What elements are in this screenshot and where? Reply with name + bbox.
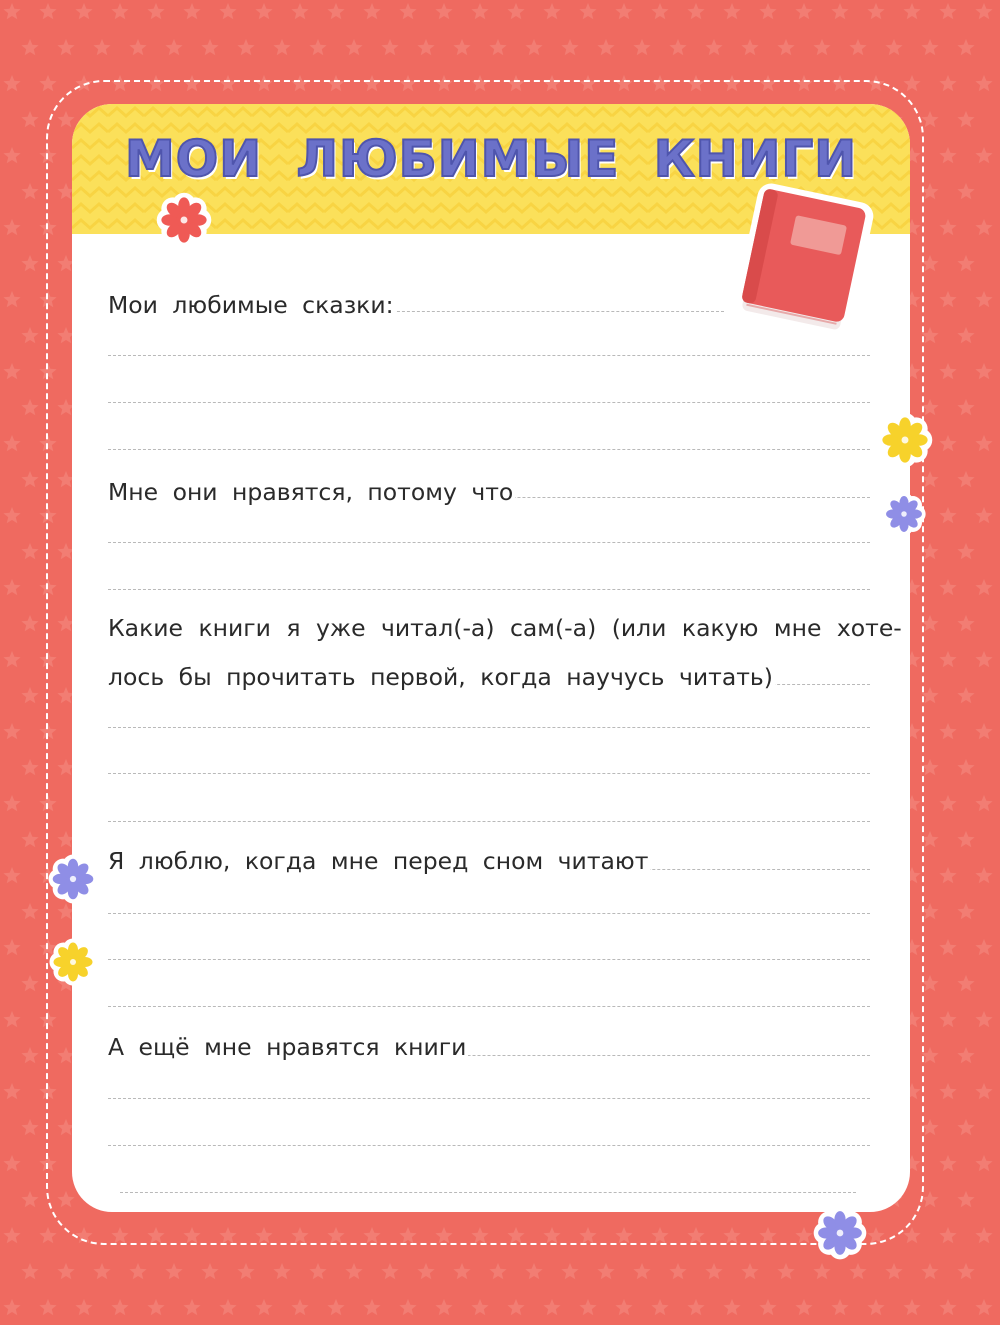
star-pattern-mark: [543, 1299, 560, 1315]
star-pattern-mark: [831, 1299, 848, 1315]
answer-line[interactable]: [108, 589, 870, 590]
star-pattern-mark: [237, 39, 254, 55]
star-pattern-mark: [885, 1263, 902, 1279]
page-title: МОИ ЛЮБИМЫЕ КНИГИ: [124, 130, 858, 188]
star-pattern-mark: [3, 939, 20, 955]
prompt-favorite-fairy-tales: Мои любимые сказки:: [108, 291, 394, 319]
star-pattern-mark: [723, 1299, 740, 1315]
star-pattern-mark: [129, 1263, 146, 1279]
star-pattern-mark: [273, 1263, 290, 1279]
prompt-bedtime-reading: Я люблю, когда мне перед сном читают: [108, 847, 649, 875]
star-pattern-mark: [3, 147, 20, 163]
star-pattern-mark: [3, 1083, 20, 1099]
star-pattern-mark: [957, 471, 974, 487]
star-pattern-mark: [975, 939, 992, 955]
star-pattern-mark: [255, 1299, 272, 1315]
star-pattern-mark: [417, 39, 434, 55]
star-pattern-mark: [939, 1155, 956, 1171]
star-pattern-mark: [21, 759, 38, 775]
star-pattern-mark: [399, 1299, 416, 1315]
star-pattern-mark: [201, 1263, 218, 1279]
answer-line[interactable]: [108, 727, 870, 728]
star-pattern-mark: [975, 435, 992, 451]
star-pattern-mark: [975, 1083, 992, 1099]
star-pattern-mark: [885, 39, 902, 55]
star-pattern-mark: [93, 39, 110, 55]
star-pattern-mark: [21, 327, 38, 343]
star-pattern-mark: [957, 255, 974, 271]
star-pattern-mark: [129, 39, 146, 55]
star-pattern-mark: [975, 219, 992, 235]
star-pattern-mark: [975, 147, 992, 163]
star-pattern-mark: [939, 75, 956, 91]
star-pattern-mark: [957, 39, 974, 55]
star-pattern-mark: [399, 3, 416, 19]
answer-line[interactable]: [108, 1098, 870, 1099]
star-pattern-mark: [21, 1263, 38, 1279]
prompt-why-i-like-them: Мне они нравятся, потому что: [108, 478, 514, 506]
star-pattern-mark: [597, 39, 614, 55]
star-pattern-mark: [813, 1263, 830, 1279]
star-pattern-mark: [741, 39, 758, 55]
answer-line[interactable]: [108, 1006, 870, 1007]
star-pattern-mark: [3, 1299, 20, 1315]
star-pattern-mark: [327, 1299, 344, 1315]
star-pattern-mark: [939, 1227, 956, 1243]
star-pattern-mark: [957, 687, 974, 703]
star-pattern-mark: [165, 39, 182, 55]
star-pattern-mark: [939, 435, 956, 451]
star-pattern-mark: [921, 1263, 938, 1279]
star-pattern-mark: [111, 1299, 128, 1315]
star-pattern-mark: [687, 3, 704, 19]
star-pattern-mark: [975, 1299, 992, 1315]
star-pattern-mark: [633, 39, 650, 55]
answer-line[interactable]: [108, 773, 870, 774]
star-pattern-mark: [345, 39, 362, 55]
star-pattern-mark: [957, 975, 974, 991]
book-icon: [720, 170, 890, 360]
star-pattern-mark: [561, 1263, 578, 1279]
star-pattern-mark: [975, 795, 992, 811]
star-pattern-mark: [381, 39, 398, 55]
star-pattern-mark: [939, 147, 956, 163]
flower-icon: [876, 411, 934, 469]
star-pattern-mark: [291, 3, 308, 19]
star-pattern-mark: [957, 111, 974, 127]
star-pattern-mark: [489, 39, 506, 55]
prompt-other-books: А ещё мне нравятся книги: [108, 1033, 467, 1061]
star-pattern-mark: [39, 75, 56, 91]
star-pattern-mark: [705, 39, 722, 55]
flower-icon: [47, 853, 99, 905]
star-pattern-mark: [75, 3, 92, 19]
answer-line[interactable]: [382, 311, 724, 312]
star-pattern-mark: [561, 39, 578, 55]
star-pattern-mark: [3, 1155, 20, 1171]
star-pattern-mark: [147, 1299, 164, 1315]
star-pattern-mark: [21, 615, 38, 631]
star-pattern-mark: [975, 291, 992, 307]
star-pattern-mark: [957, 399, 974, 415]
star-pattern-mark: [39, 3, 56, 19]
star-pattern-mark: [939, 1299, 956, 1315]
star-pattern-mark: [489, 1263, 506, 1279]
star-pattern-mark: [939, 867, 956, 883]
star-pattern-mark: [3, 75, 20, 91]
star-pattern-mark: [957, 1191, 974, 1207]
star-pattern-mark: [651, 3, 668, 19]
star-pattern-mark: [975, 651, 992, 667]
star-pattern-mark: [3, 867, 20, 883]
star-pattern-mark: [291, 1299, 308, 1315]
star-pattern-mark: [381, 1263, 398, 1279]
star-pattern-mark: [939, 579, 956, 595]
star-pattern-mark: [219, 3, 236, 19]
star-pattern-mark: [939, 3, 956, 19]
star-pattern-mark: [939, 507, 956, 523]
star-pattern-mark: [957, 903, 974, 919]
flower-icon: [812, 1205, 868, 1261]
star-pattern-mark: [3, 1011, 20, 1027]
star-pattern-mark: [723, 3, 740, 19]
answer-line[interactable]: [108, 542, 870, 543]
star-pattern-mark: [849, 1263, 866, 1279]
star-pattern-mark: [939, 723, 956, 739]
star-pattern-mark: [903, 75, 920, 91]
star-pattern-mark: [795, 3, 812, 19]
star-pattern-mark: [975, 1011, 992, 1027]
star-pattern-mark: [669, 1263, 686, 1279]
star-pattern-mark: [939, 291, 956, 307]
star-pattern-mark: [597, 1263, 614, 1279]
star-pattern-mark: [579, 3, 596, 19]
star-pattern-mark: [3, 795, 20, 811]
star-pattern-mark: [525, 1263, 542, 1279]
star-pattern-mark: [57, 1263, 74, 1279]
star-pattern-mark: [543, 3, 560, 19]
star-pattern-mark: [867, 1299, 884, 1315]
star-pattern-mark: [975, 579, 992, 595]
answer-line[interactable]: [108, 1145, 870, 1146]
star-pattern-mark: [21, 1191, 38, 1207]
star-pattern-mark: [39, 1227, 56, 1243]
star-pattern-mark: [3, 1227, 20, 1243]
star-pattern-mark: [669, 39, 686, 55]
prompt-books-read: Какие книги я уже читал(-а) сам(-а) (или какую мне хоте-: [108, 614, 902, 642]
star-pattern-mark: [3, 579, 20, 595]
star-pattern-mark: [417, 1263, 434, 1279]
star-pattern-mark: [471, 1299, 488, 1315]
star-pattern-mark: [525, 39, 542, 55]
star-pattern-mark: [957, 831, 974, 847]
prompt-books-read-continued: лось бы прочитать первой, когда научусь читать): [108, 663, 773, 691]
star-pattern-mark: [21, 687, 38, 703]
star-pattern-mark: [219, 1299, 236, 1315]
star-pattern-mark: [759, 3, 776, 19]
star-pattern-mark: [975, 1155, 992, 1171]
star-pattern-mark: [903, 3, 920, 19]
star-pattern-mark: [975, 867, 992, 883]
star-pattern-mark: [975, 723, 992, 739]
star-pattern-mark: [453, 39, 470, 55]
star-pattern-mark: [975, 507, 992, 523]
answer-line[interactable]: [108, 449, 870, 450]
star-pattern-mark: [813, 39, 830, 55]
star-pattern-mark: [957, 1263, 974, 1279]
star-pattern-mark: [21, 399, 38, 415]
star-pattern-mark: [849, 39, 866, 55]
star-pattern-mark: [507, 1299, 524, 1315]
star-pattern-mark: [93, 1263, 110, 1279]
star-pattern-mark: [309, 39, 326, 55]
star-pattern-mark: [957, 1047, 974, 1063]
star-pattern-mark: [903, 1227, 920, 1243]
star-pattern-mark: [237, 1263, 254, 1279]
star-pattern-mark: [3, 507, 20, 523]
star-pattern-mark: [111, 3, 128, 19]
star-pattern-mark: [345, 1263, 362, 1279]
star-pattern-mark: [183, 3, 200, 19]
star-pattern-mark: [705, 1263, 722, 1279]
star-pattern-mark: [939, 363, 956, 379]
star-pattern-mark: [741, 1263, 758, 1279]
answer-line[interactable]: [108, 913, 870, 914]
star-pattern-mark: [615, 1299, 632, 1315]
star-pattern-mark: [957, 1119, 974, 1135]
answer-line[interactable]: [120, 1192, 856, 1193]
star-pattern-mark: [687, 1299, 704, 1315]
star-pattern-mark: [633, 1263, 650, 1279]
star-pattern-mark: [975, 1227, 992, 1243]
star-pattern-mark: [201, 39, 218, 55]
answer-line[interactable]: [108, 821, 870, 822]
star-pattern-mark: [21, 975, 38, 991]
star-pattern-mark: [453, 1263, 470, 1279]
flower-icon: [48, 937, 98, 987]
star-pattern-mark: [255, 3, 272, 19]
star-pattern-mark: [273, 39, 290, 55]
star-pattern-mark: [957, 543, 974, 559]
star-pattern-mark: [183, 1299, 200, 1315]
star-pattern-mark: [975, 3, 992, 19]
star-pattern-mark: [21, 255, 38, 271]
star-pattern-mark: [651, 1299, 668, 1315]
star-pattern-mark: [3, 435, 20, 451]
star-pattern-mark: [3, 3, 20, 19]
star-pattern-mark: [921, 39, 938, 55]
star-pattern-mark: [939, 1011, 956, 1027]
star-pattern-mark: [165, 1263, 182, 1279]
star-pattern-mark: [615, 3, 632, 19]
star-pattern-mark: [957, 327, 974, 343]
flower-icon: [881, 491, 927, 537]
star-pattern-mark: [507, 3, 524, 19]
star-pattern-mark: [3, 651, 20, 667]
star-pattern-mark: [21, 543, 38, 559]
star-pattern-mark: [777, 39, 794, 55]
star-pattern-mark: [579, 1299, 596, 1315]
star-pattern-mark: [867, 3, 884, 19]
star-pattern-mark: [21, 111, 38, 127]
star-pattern-mark: [957, 183, 974, 199]
answer-line[interactable]: [108, 959, 870, 960]
star-pattern-mark: [435, 1299, 452, 1315]
answer-line[interactable]: [108, 402, 870, 403]
star-pattern-mark: [831, 3, 848, 19]
star-pattern-mark: [957, 615, 974, 631]
star-pattern-mark: [21, 183, 38, 199]
star-pattern-mark: [759, 1299, 776, 1315]
star-pattern-mark: [3, 723, 20, 739]
star-pattern-mark: [921, 1191, 938, 1207]
star-pattern-mark: [921, 111, 938, 127]
star-pattern-mark: [903, 1299, 920, 1315]
star-pattern-mark: [435, 3, 452, 19]
star-pattern-mark: [363, 1299, 380, 1315]
star-pattern-mark: [939, 795, 956, 811]
star-pattern-mark: [957, 759, 974, 775]
star-pattern-mark: [309, 1263, 326, 1279]
star-pattern-mark: [21, 831, 38, 847]
star-pattern-mark: [3, 291, 20, 307]
star-pattern-mark: [39, 1299, 56, 1315]
star-pattern-mark: [57, 39, 74, 55]
star-pattern-mark: [975, 75, 992, 91]
star-pattern-mark: [777, 1263, 794, 1279]
star-pattern-mark: [939, 219, 956, 235]
star-pattern-mark: [363, 3, 380, 19]
star-pattern-mark: [939, 939, 956, 955]
star-pattern-mark: [3, 219, 20, 235]
star-pattern-mark: [21, 39, 38, 55]
star-pattern-mark: [795, 1299, 812, 1315]
star-pattern-mark: [939, 651, 956, 667]
star-pattern-mark: [21, 903, 38, 919]
star-pattern-mark: [327, 3, 344, 19]
star-pattern-mark: [21, 1047, 38, 1063]
flower-icon: [155, 191, 213, 249]
star-pattern-mark: [21, 1119, 38, 1135]
star-pattern-mark: [21, 471, 38, 487]
star-pattern-mark: [939, 1083, 956, 1099]
star-pattern-mark: [975, 363, 992, 379]
star-pattern-mark: [75, 1299, 92, 1315]
star-pattern-mark: [471, 3, 488, 19]
star-pattern-mark: [147, 3, 164, 19]
star-pattern-mark: [3, 363, 20, 379]
